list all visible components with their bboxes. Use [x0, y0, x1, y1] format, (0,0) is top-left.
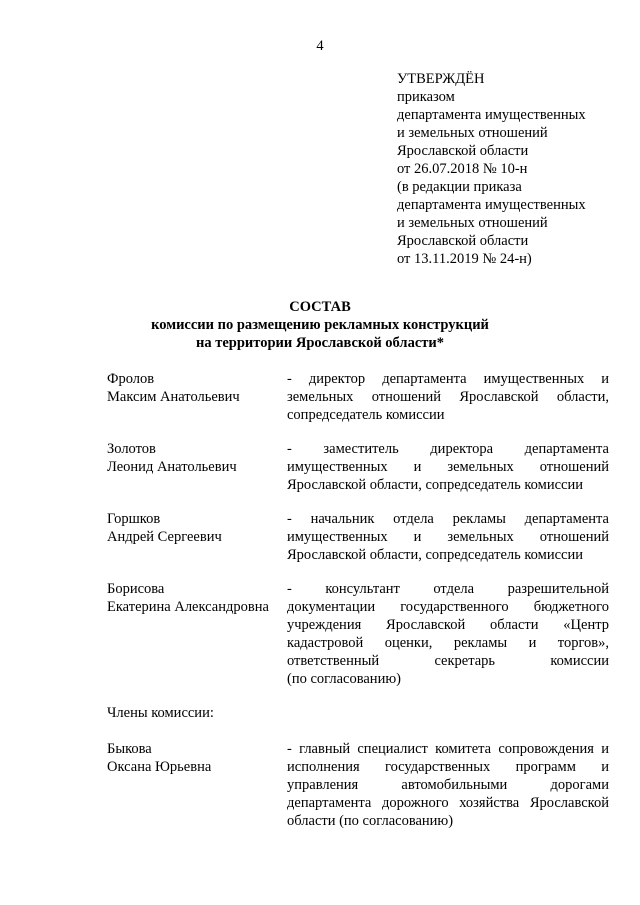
title-heading: СОСТАВ: [289, 299, 351, 315]
member-given-name: Оксана Юрьевна: [107, 759, 212, 775]
document-title: [0, 298, 640, 352]
member-given-name: Леонид Анатольевич: [107, 459, 237, 475]
member-surname: Горшков: [107, 511, 161, 527]
role-line: (по согласованию): [287, 671, 401, 687]
member-given-name: Максим Анатольевич: [107, 389, 240, 405]
approval-line: департамента имущественных: [397, 107, 586, 123]
approval-line: и земельных отношений: [397, 125, 548, 141]
role-line: области (по согласованию): [287, 813, 454, 829]
member-name: [107, 370, 282, 406]
role-line: кадастровой оценки, рекламы и торгов»,: [287, 635, 609, 651]
member-given-name: Андрей Сергеевич: [107, 529, 222, 545]
title-line: на территории Ярославской области*: [196, 335, 444, 351]
role-line: - начальник отдела рекламы департамента: [287, 511, 609, 527]
member-surname: Быкова: [107, 741, 152, 757]
role-line: - заместитель директора департамента: [287, 441, 609, 457]
approval-line: приказом: [397, 89, 455, 105]
role-line: имущественных и земельных отношений: [287, 459, 609, 475]
member-name: [107, 510, 282, 546]
role-line: сопредседатель комиссии: [287, 407, 445, 423]
title-line: комиссии по размещению рекламных конструкций: [151, 317, 489, 333]
role-line: управления автомобильными дорогами: [287, 777, 609, 793]
member-surname: Борисова: [107, 581, 165, 597]
role-line: документации государственного бюджетного: [287, 599, 609, 615]
approval-line: Ярославской области: [397, 143, 529, 159]
page-number: 4: [316, 38, 324, 54]
approval-line: Ярославской области: [397, 233, 529, 249]
approval-line: от 13.11.2019 № 24-н): [397, 251, 532, 267]
member-given-name: Екатерина Александровна: [107, 599, 269, 615]
member-role: [287, 510, 609, 564]
member-surname: Золотов: [107, 441, 156, 457]
role-line: учреждения Ярославской области «Центр: [287, 617, 609, 633]
role-line: исполнения государственных программ и: [287, 759, 609, 775]
member-surname: Фролов: [107, 371, 155, 387]
approval-line: УТВЕРЖДЁН: [397, 71, 485, 87]
member-role: [287, 370, 609, 424]
role-line: - консультант отдела разрешительной: [287, 581, 609, 597]
member-name: [107, 440, 282, 476]
member-name: [107, 740, 282, 776]
approval-line: департамента имущественных: [397, 197, 586, 213]
approval-stamp: [397, 70, 627, 268]
approval-line: (в редакции приказа: [397, 179, 522, 195]
approval-line: и земельных отношений: [397, 215, 548, 231]
role-line: ответственный секретарь комиссии: [287, 653, 609, 669]
member-role: [287, 740, 609, 830]
member-role: [287, 440, 609, 494]
approval-line: от 26.07.2018 № 10-н: [397, 161, 528, 177]
role-line: - главный специалист комитета сопровождения и: [287, 741, 609, 757]
role-line: имущественных и земельных отношений: [287, 529, 609, 545]
role-line: департамента дорожного хозяйства Ярославской: [287, 795, 609, 811]
members-section-label: Члены комиссии:: [107, 705, 214, 721]
member-name: [107, 580, 282, 616]
role-line: земельных отношений Ярославской области,: [287, 389, 609, 405]
member-role: [287, 580, 609, 688]
role-line: - директор департамента имущественных и: [287, 371, 609, 387]
role-line: Ярославской области, сопредседатель комиссии: [287, 547, 583, 563]
role-line: Ярославской области, сопредседатель комиссии: [287, 477, 583, 493]
